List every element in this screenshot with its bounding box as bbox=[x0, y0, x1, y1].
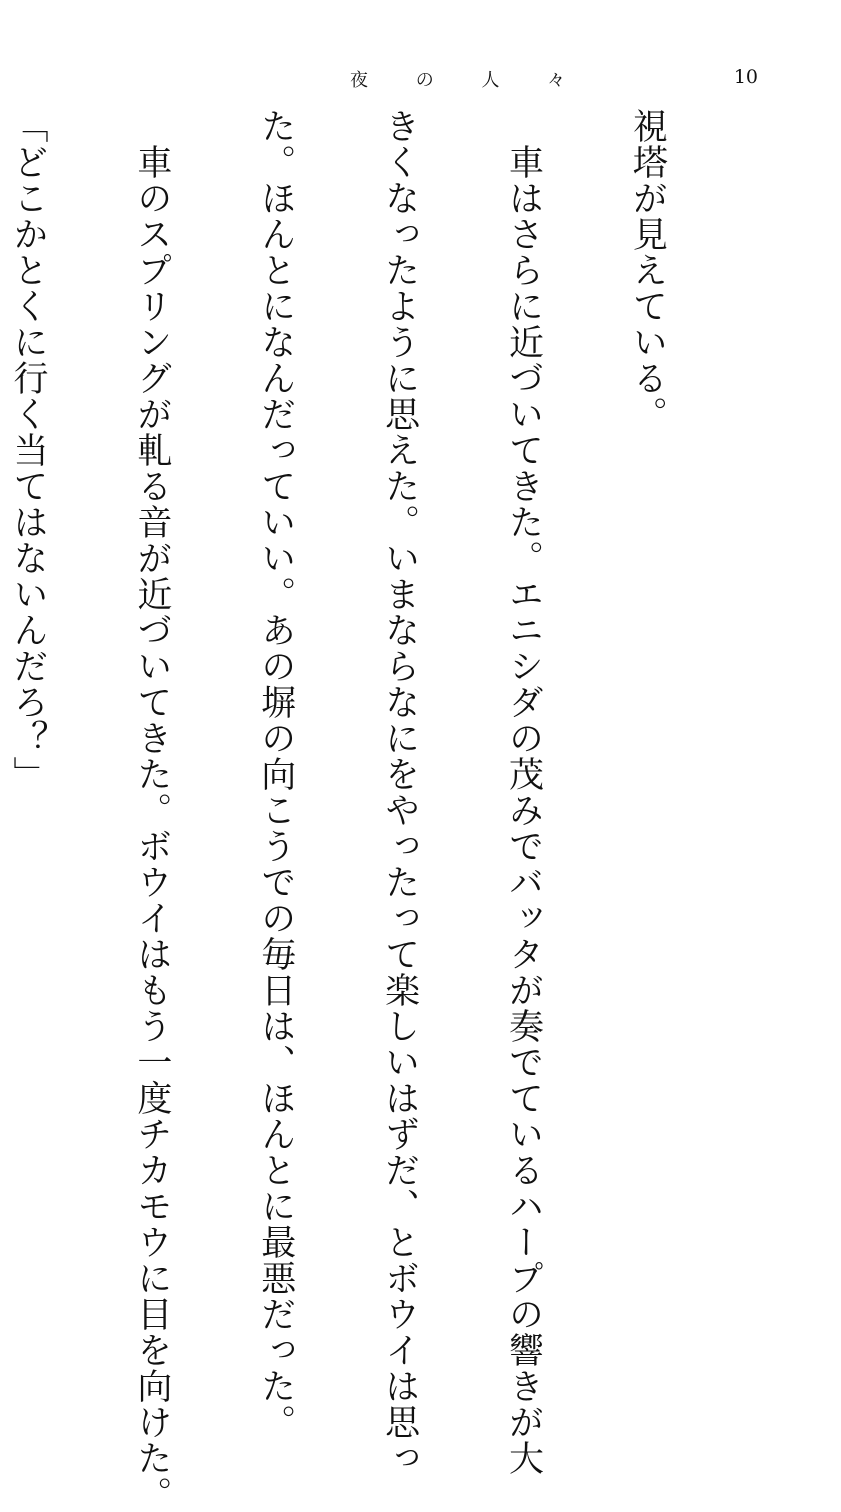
text-line: 車はさらに近づいてきた。エニシダの茂みでバッタが奏でているハープの響きが大 bbox=[503, 108, 544, 1476]
text-line: きくなったように思えた。いまならなにをやったって楽しいはずだ、とボウイは思っ bbox=[379, 108, 420, 1476]
page-number: 10 bbox=[733, 66, 758, 88]
body-text bbox=[7, 108, 750, 1512]
text-line: た。ほんとになんだっていい。あの塀の向こうでの毎日は、ほんとに最悪だった。 bbox=[255, 108, 296, 1440]
text-line: 車のスプリングが軋る音が近づいてきた。ボウイはもう一度チカモウに目を向けた。 bbox=[131, 108, 172, 1512]
running-head: 夜 の 人 々 bbox=[350, 70, 587, 91]
text-line: 視塔が見えている。 bbox=[627, 108, 668, 432]
text-line: 「どこかとくに行く当てはないんだろ？」 bbox=[7, 108, 48, 792]
